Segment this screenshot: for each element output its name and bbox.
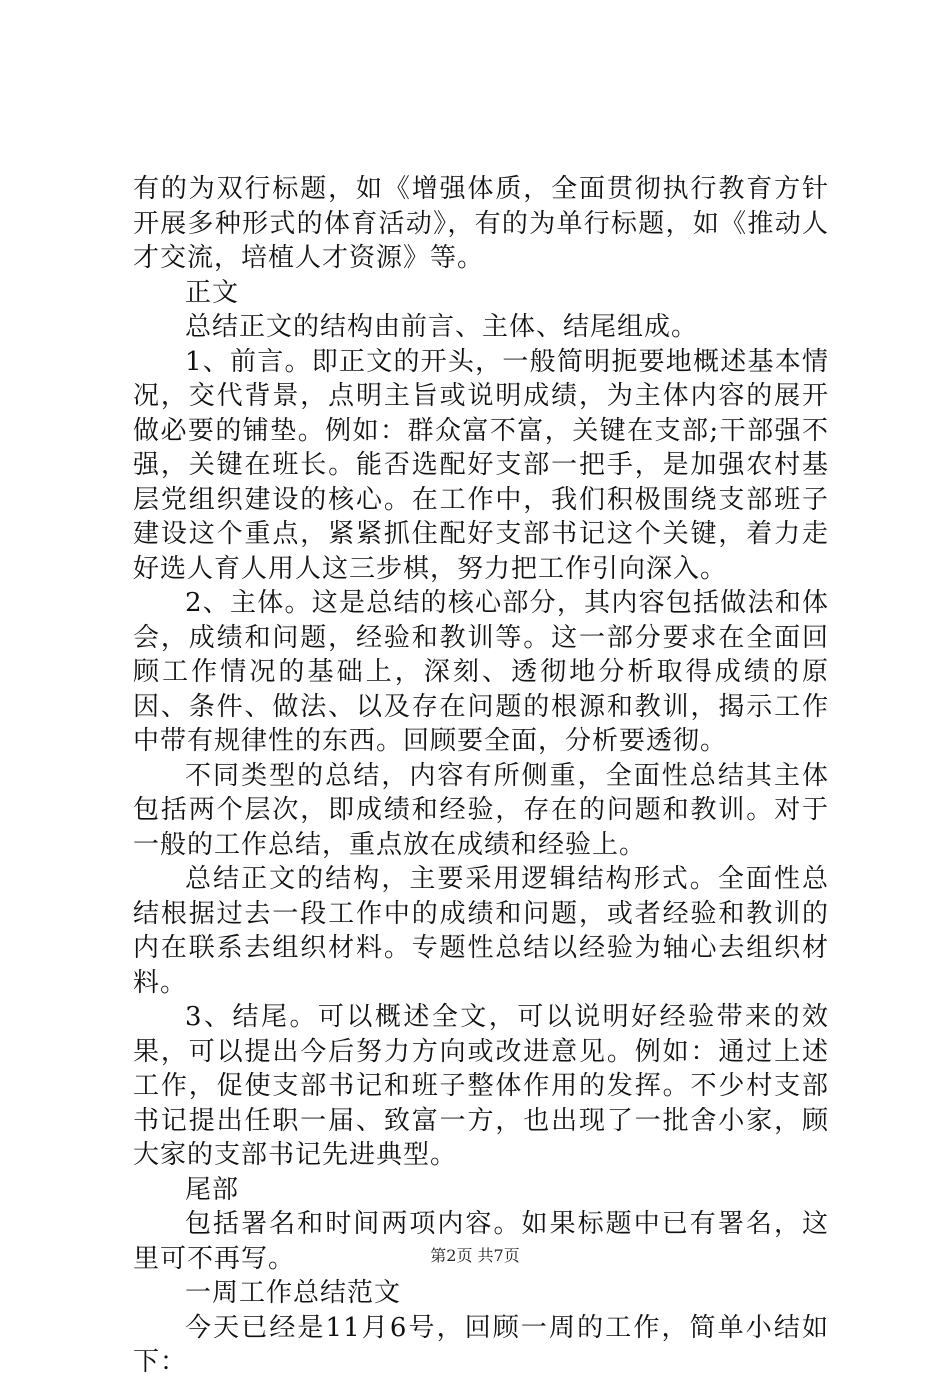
- paragraph-weekly-intro: 今天已经是11月6号，回顾一周的工作，简单小结如下：: [133, 1312, 829, 1377]
- paragraph-title-continuation: 有的为双行标题，如《增强体质，全面贯彻执行教育方针开展多种形式的体育活动》，有的为单行标题，如《推动人才交流，培植人才资源》等。: [133, 174, 829, 273]
- page-footer: 第2页 共7页: [430, 1246, 520, 1265]
- paragraph-logical-structure: 总结正文的结构，主要采用逻辑结构形式。全面性总结根据过去一段工作中的成绩和问题，或者经验和教训的内在联系去组织材料。专题性总结以经验为轴心去组织材料。: [133, 864, 829, 998]
- heading-weekly-sample: 一周工作总结范文: [185, 1278, 402, 1308]
- heading-body-section: 正文: [185, 277, 240, 308]
- paragraph-main-body: 2、主体。这是总结的核心部分，其内容包括做法和体会，成绩和问题，经验和教训等。这一部分要求在全面回顾工作情况的基础上，深刻、透彻地分析取得成绩的原因、条件、做法、以及存在问题的根源和教训，揭示工作中带有规律性的东西。回顾要全面，分析要透彻。: [133, 588, 829, 756]
- document-body: [133, 172, 829, 1380]
- paragraph-summary-types: 不同类型的总结，内容有所侧重，全面性总结其主体包括两个层次，即成绩和经验，存在的问题和教训。对于一般的工作总结，重点放在成绩和经验上。: [133, 760, 829, 860]
- paragraph-preface: 1、前言。即正文的开头，一般简明扼要地概述基本情况，交代背景，点明主旨或说明成绩，为主体内容的展开做必要的铺垫。例如：群众富不富，关键在支部;干部强不强，关键在班长。能否选配好支部一把手，是加强农村基层党组织建设的核心。在工作中，我们积极围绕支部班子建设这个重点，紧紧抓住配好支部书记这个关键，着力走好选人育人用人这三步棋，努力把工作引向深入。: [133, 346, 829, 584]
- paragraph-ending: 3、结尾。可以概述全文，可以说明好经验带来的效果，可以提出今后努力方向或改进意见。例如：通过上述工作，促使支部书记和班子整体作用的发挥。不少村支部书记提出任职一届、致富一方，也出现了一批舍小家，顾大家的支部书记先进典型。: [133, 1002, 829, 1170]
- paragraph-structure-intro: 总结正文的结构由前言、主体、结尾组成。: [185, 312, 699, 342]
- paragraph-signature-note: 包括署名和时间两项内容。如果标题中已有署名，这里可不再写。: [133, 1209, 829, 1274]
- heading-tail-section: 尾部: [185, 1174, 240, 1205]
